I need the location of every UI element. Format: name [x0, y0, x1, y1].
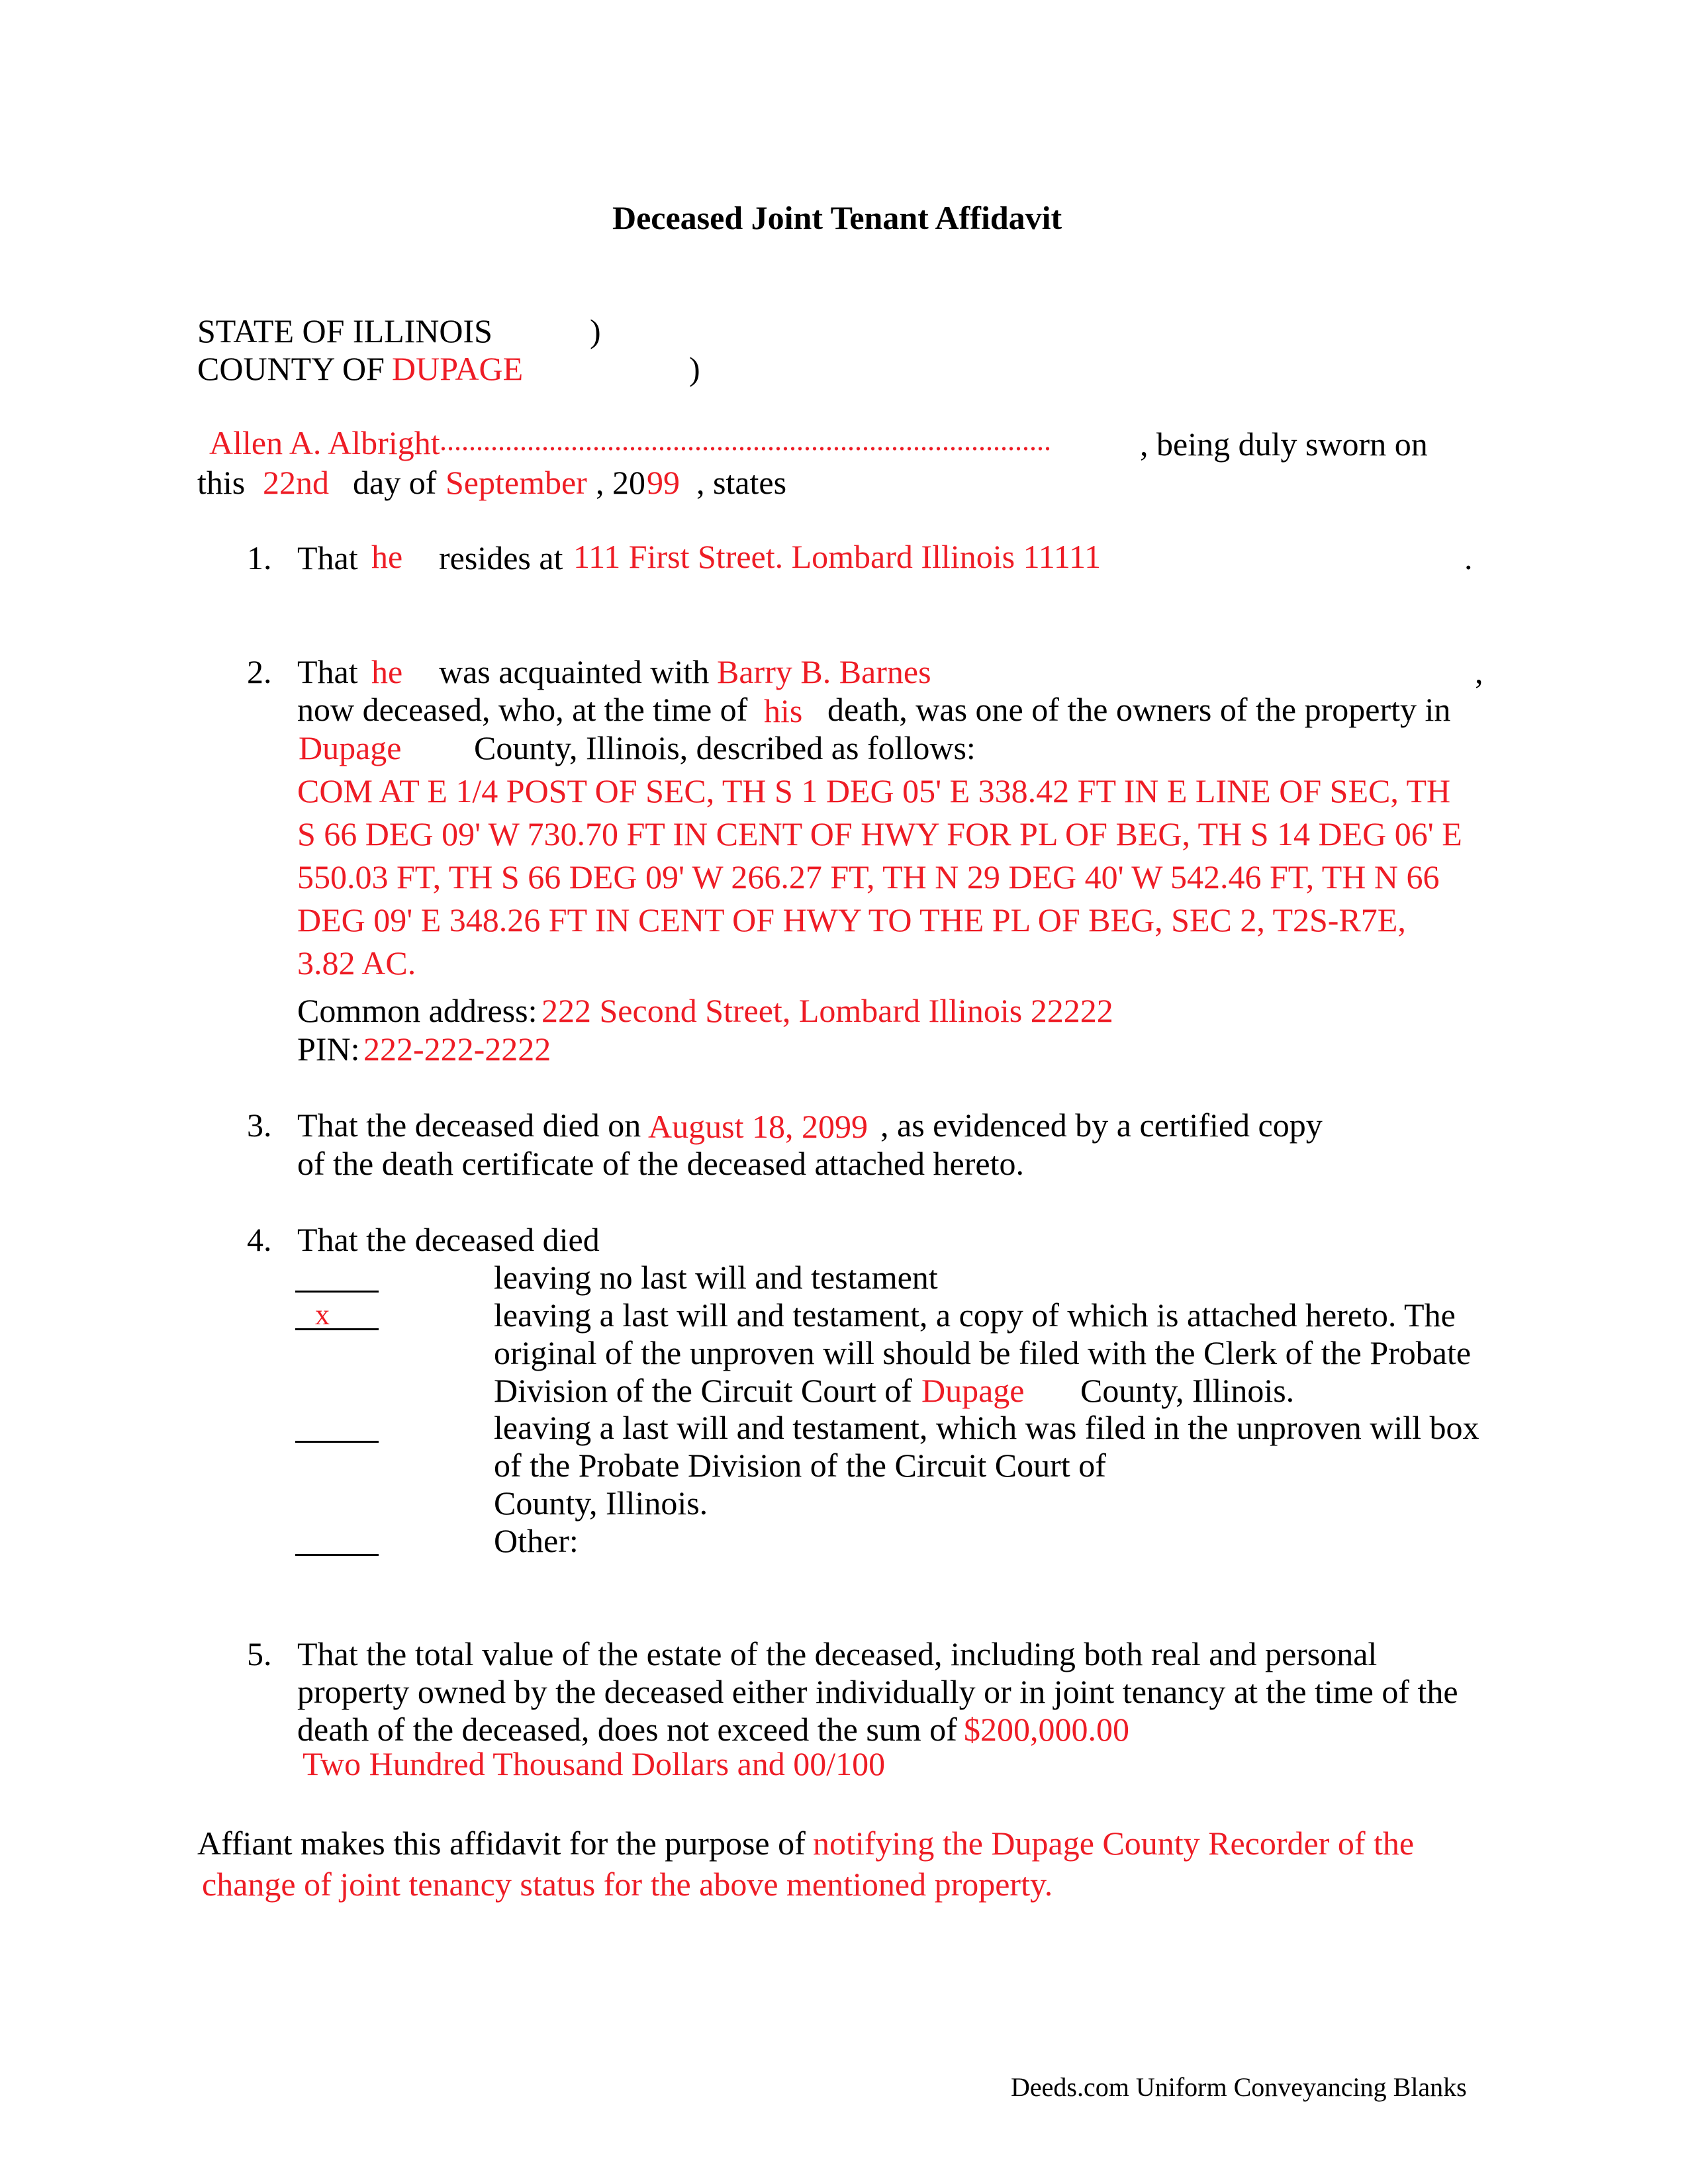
pin-value: 222-222-2222 — [363, 1030, 551, 1068]
item1-that: That — [297, 539, 358, 576]
common-address-label: Common address: — [297, 992, 538, 1029]
option-no-will: leaving no last will and testament — [494, 1259, 938, 1296]
option-blank-line — [295, 1441, 379, 1443]
option-blank-line — [295, 1328, 379, 1330]
deceased-name: Barry B. Barnes — [717, 653, 931, 690]
option-county-value: Dupage — [921, 1372, 1025, 1409]
estate-amount: $200,000.00 — [964, 1711, 1129, 1748]
item2-possessive: his — [764, 692, 803, 729]
item2-death-text: death, was one of the owners of the property in — [827, 691, 1451, 728]
county-label: COUNTY OF — [197, 350, 385, 387]
venue-paren: ) — [689, 350, 700, 387]
option-will-attached-line: leaving a last will and testament, a copy of which is attached hereto. The — [494, 1297, 1456, 1334]
item2-county-value: Dupage — [299, 729, 402, 766]
item-number: 3. — [247, 1107, 272, 1144]
this-label: this — [197, 464, 246, 501]
item2-now-deceased: now deceased, who, at the time of — [297, 691, 748, 728]
item2-county-text: County, Illinois, described as follows: — [474, 729, 976, 766]
legal-description-line: 3.82 AC. — [297, 944, 416, 981]
option-will-filed-line: leaving a last will and testament, which was filed in the unproven will box — [494, 1409, 1479, 1446]
item-number: 2. — [247, 653, 272, 690]
item2-that: That — [297, 653, 358, 690]
option-will-filed-line: of the Probate Division of the Circuit Court of — [494, 1447, 1106, 1484]
item5-line: property owned by the deceased either individually or in joint tenancy at the time of the — [297, 1673, 1458, 1710]
option-county-text: County, Illinois. — [1080, 1372, 1295, 1409]
item5-line: death of the deceased, does not exceed the sum of — [297, 1711, 957, 1748]
item3-line2: of the death certificate of the deceased attached hereto. — [297, 1145, 1024, 1182]
option-blank-line — [295, 1554, 379, 1556]
affiant-name: Allen A. Albright — [209, 424, 440, 461]
purpose-label: Affiant makes this affidavit for the purpose of — [197, 1825, 806, 1862]
item2-pronoun: he — [371, 653, 403, 690]
estate-amount-words: Two Hundred Thousand Dollars and 00/100 — [303, 1745, 886, 1782]
option-will-attached-line: original of the unproven will should be filed with the Clerk of the Probate — [494, 1334, 1472, 1371]
legal-description-line: 550.03 FT, TH S 66 DEG 09' W 266.27 FT, TH N 29 DEG 40' W 542.46 FT, TH N 66 — [297, 858, 1440, 895]
option-will-filed-line: County, Illinois. — [494, 1484, 708, 1522]
state-label: STATE OF ILLINOIS — [197, 312, 492, 349]
item3-died-on: That the deceased died on — [297, 1107, 641, 1144]
affiant-dots: .................................................................................... — [440, 424, 1051, 457]
day-of-label: day of — [353, 464, 437, 501]
states-label: , states — [696, 464, 787, 501]
month-value: September — [445, 464, 587, 501]
county-value: DUPAGE — [392, 350, 524, 387]
option-blank-line — [295, 1291, 379, 1293]
common-address-value: 222 Second Street, Lombard Illinois 22222 — [541, 992, 1113, 1029]
legal-description-line: COM AT E 1/4 POST OF SEC, TH S 1 DEG 05' E 338.42 FT IN E LINE OF SEC, TH — [297, 772, 1451, 809]
item1-pronoun: he — [371, 538, 403, 575]
item2-acquainted: was acquainted with — [439, 653, 710, 690]
legal-description-line: DEG 09' E 348.26 FT IN CENT OF HWY TO THE PL OF BEG, SEC 2, T2S-R7E, — [297, 901, 1406, 938]
option-other: Other: — [494, 1522, 579, 1559]
option-will-attached-line: Division of the Circuit Court of — [494, 1372, 912, 1409]
document-title: Deceased Joint Tenant Affidavit — [612, 199, 1062, 236]
item5-line: That the total value of the estate of the deceased, including both real and personal — [297, 1635, 1378, 1672]
item1-resides: resides at — [439, 539, 563, 576]
check-mark: x — [315, 1298, 330, 1331]
purpose-value: change of joint tenancy status for the above mentioned property. — [202, 1866, 1053, 1903]
venue-paren: ) — [590, 312, 601, 349]
item4-heading: That the deceased died — [297, 1221, 600, 1258]
day-value: 22nd — [263, 464, 329, 501]
year-suffix: 99 — [647, 464, 680, 501]
item1-address: 111 First Street. Lombard Illinois 11111 — [573, 538, 1102, 575]
death-date: August 18, 2099 — [648, 1108, 868, 1145]
purpose-value: notifying the Dupage County Recorder of the — [813, 1825, 1415, 1862]
item2-comma: , — [1475, 653, 1483, 690]
year-prefix: , 20 — [596, 464, 645, 501]
footer-text: Deeds.com Uniform Conveyancing Blanks — [1011, 2072, 1467, 2102]
item3-evidenced: , as evidenced by a certified copy — [880, 1107, 1323, 1144]
pin-label: PIN: — [297, 1030, 360, 1068]
item-number: 5. — [247, 1635, 272, 1672]
legal-description-line: S 66 DEG 09' W 730.70 FT IN CENT OF HWY FOR PL OF BEG, TH S 14 DEG 06' E — [297, 815, 1462, 852]
sworn-text: , being duly sworn on — [1140, 426, 1428, 463]
item-number: 1. — [247, 539, 272, 576]
item-number: 4. — [247, 1221, 272, 1258]
item1-period: . — [1464, 539, 1473, 576]
